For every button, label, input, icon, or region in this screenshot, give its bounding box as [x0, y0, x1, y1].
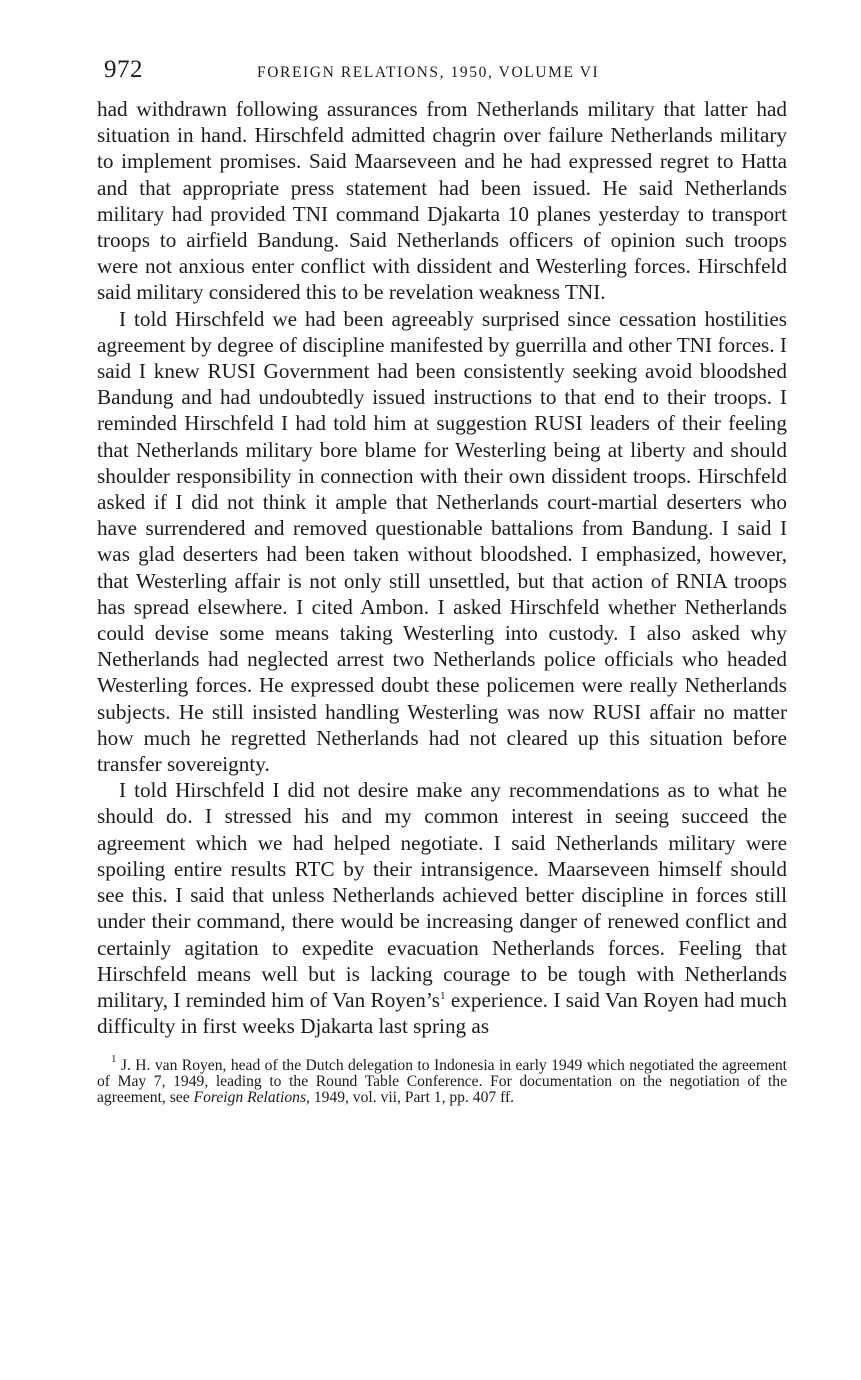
footnote-text-a: J. H. van Royen, head of the Dutch delegation to Indonesia in early 1949 which negotiated the agreement of May 7, 1949, leading to the Round Table Conference. For documentation on the negotiation of the agreement, see — [97, 1057, 787, 1107]
running-head: FOREIGN RELATIONS, 1950, VOLUME VI — [257, 64, 600, 81]
footnote — [97, 1053, 787, 1107]
body-text — [97, 96, 787, 1039]
paragraph-3-text-a: I told Hirschfeld I did not desire make any recommendations as to what he should do. I stressed his and my common interest in seeing succeed the agreement which we had helped negotiate. I said Netherlands military were spoiling entire results RTC by their intransigence. Maarseveen himself should see this. I said that unless Netherlands achieved better discipline in forces still under their command, there would be increasing danger of renewed conflict and certainly agitation to expedite evacuation Netherlands forces. Feeling that Hirschfeld means well but is lacking courage to be tough with Netherlands military, I reminded him of Van Royen’s — [97, 778, 787, 1012]
page-number: 972 — [104, 56, 143, 83]
footnote-italic-title: Foreign Relations — [193, 1089, 307, 1107]
paragraph-3 — [97, 777, 787, 1039]
footnote-mark: 1 — [111, 1053, 117, 1066]
paragraph-1: had withdrawn following assurances from Netherlands military that latter had situation in hand. Hirschfeld admitted chagrin over failure Netherlands military to implement promises. Said Maarseveen and he had expressed regret to Hatta and that appropriate press statement had been issued. He said Netherlands military had provided TNI command Djakarta 10 planes yesterday to transport troops to airfield Bandung. Said Netherlands officers of opinion such troops were not anxious enter conflict with dissident and Westerling forces. Hirschfeld said military considered this to be revelation weakness TNI. — [97, 97, 787, 305]
document-page — [97, 56, 787, 1122]
paragraph-2: I told Hirschfeld we had been agreeably surprised since cessation hostilities agreement by degree of discipline manifested by guerrilla and other TNI forces. I said I knew RUSI Government had been consistently seeking avoid bloodshed Bandung and had undoubtedly issued instructions to that end to their troops. I reminded Hirschfeld I had told him at suggestion RUSI leaders of their feeling that Netherlands military bore blame for Westerling being at liberty and should shoulder responsibility in connection with their own dissident troops. Hirschfeld asked if I did not think it ample that Netherlands court-martial deserters who have surrendered and removed questionable battalions from Bandung. I said I was glad deserters had been taken without bloodshed. I emphasized, however, that Westerling affair is not only still unsettled, but that action of RNIA troops has spread elsewhere. I cited Ambon. I asked Hirschfeld whether Netherlands could devise some means taking Westerling into custody. I also asked why Netherlands had neglected arrest two Netherlands police officials who headed Westerling forces. He expressed doubt these policemen were really Netherlands subjects. He still insisted handling Westerling was now RUSI affair no matter how much he regretted Netherlands had not cleared up this situation before transfer sovereignty. — [97, 306, 787, 777]
page-header — [97, 56, 787, 96]
footnote-reference: 1 — [440, 989, 446, 1002]
paragraph-3-text-b: experience. I said Van Royen had much difficulty in first weeks Djakarta last spring as — [97, 987, 787, 1039]
footnote-text-b: , 1949, vol. vii, Part 1, pp. 407 ff. — [306, 1089, 515, 1107]
